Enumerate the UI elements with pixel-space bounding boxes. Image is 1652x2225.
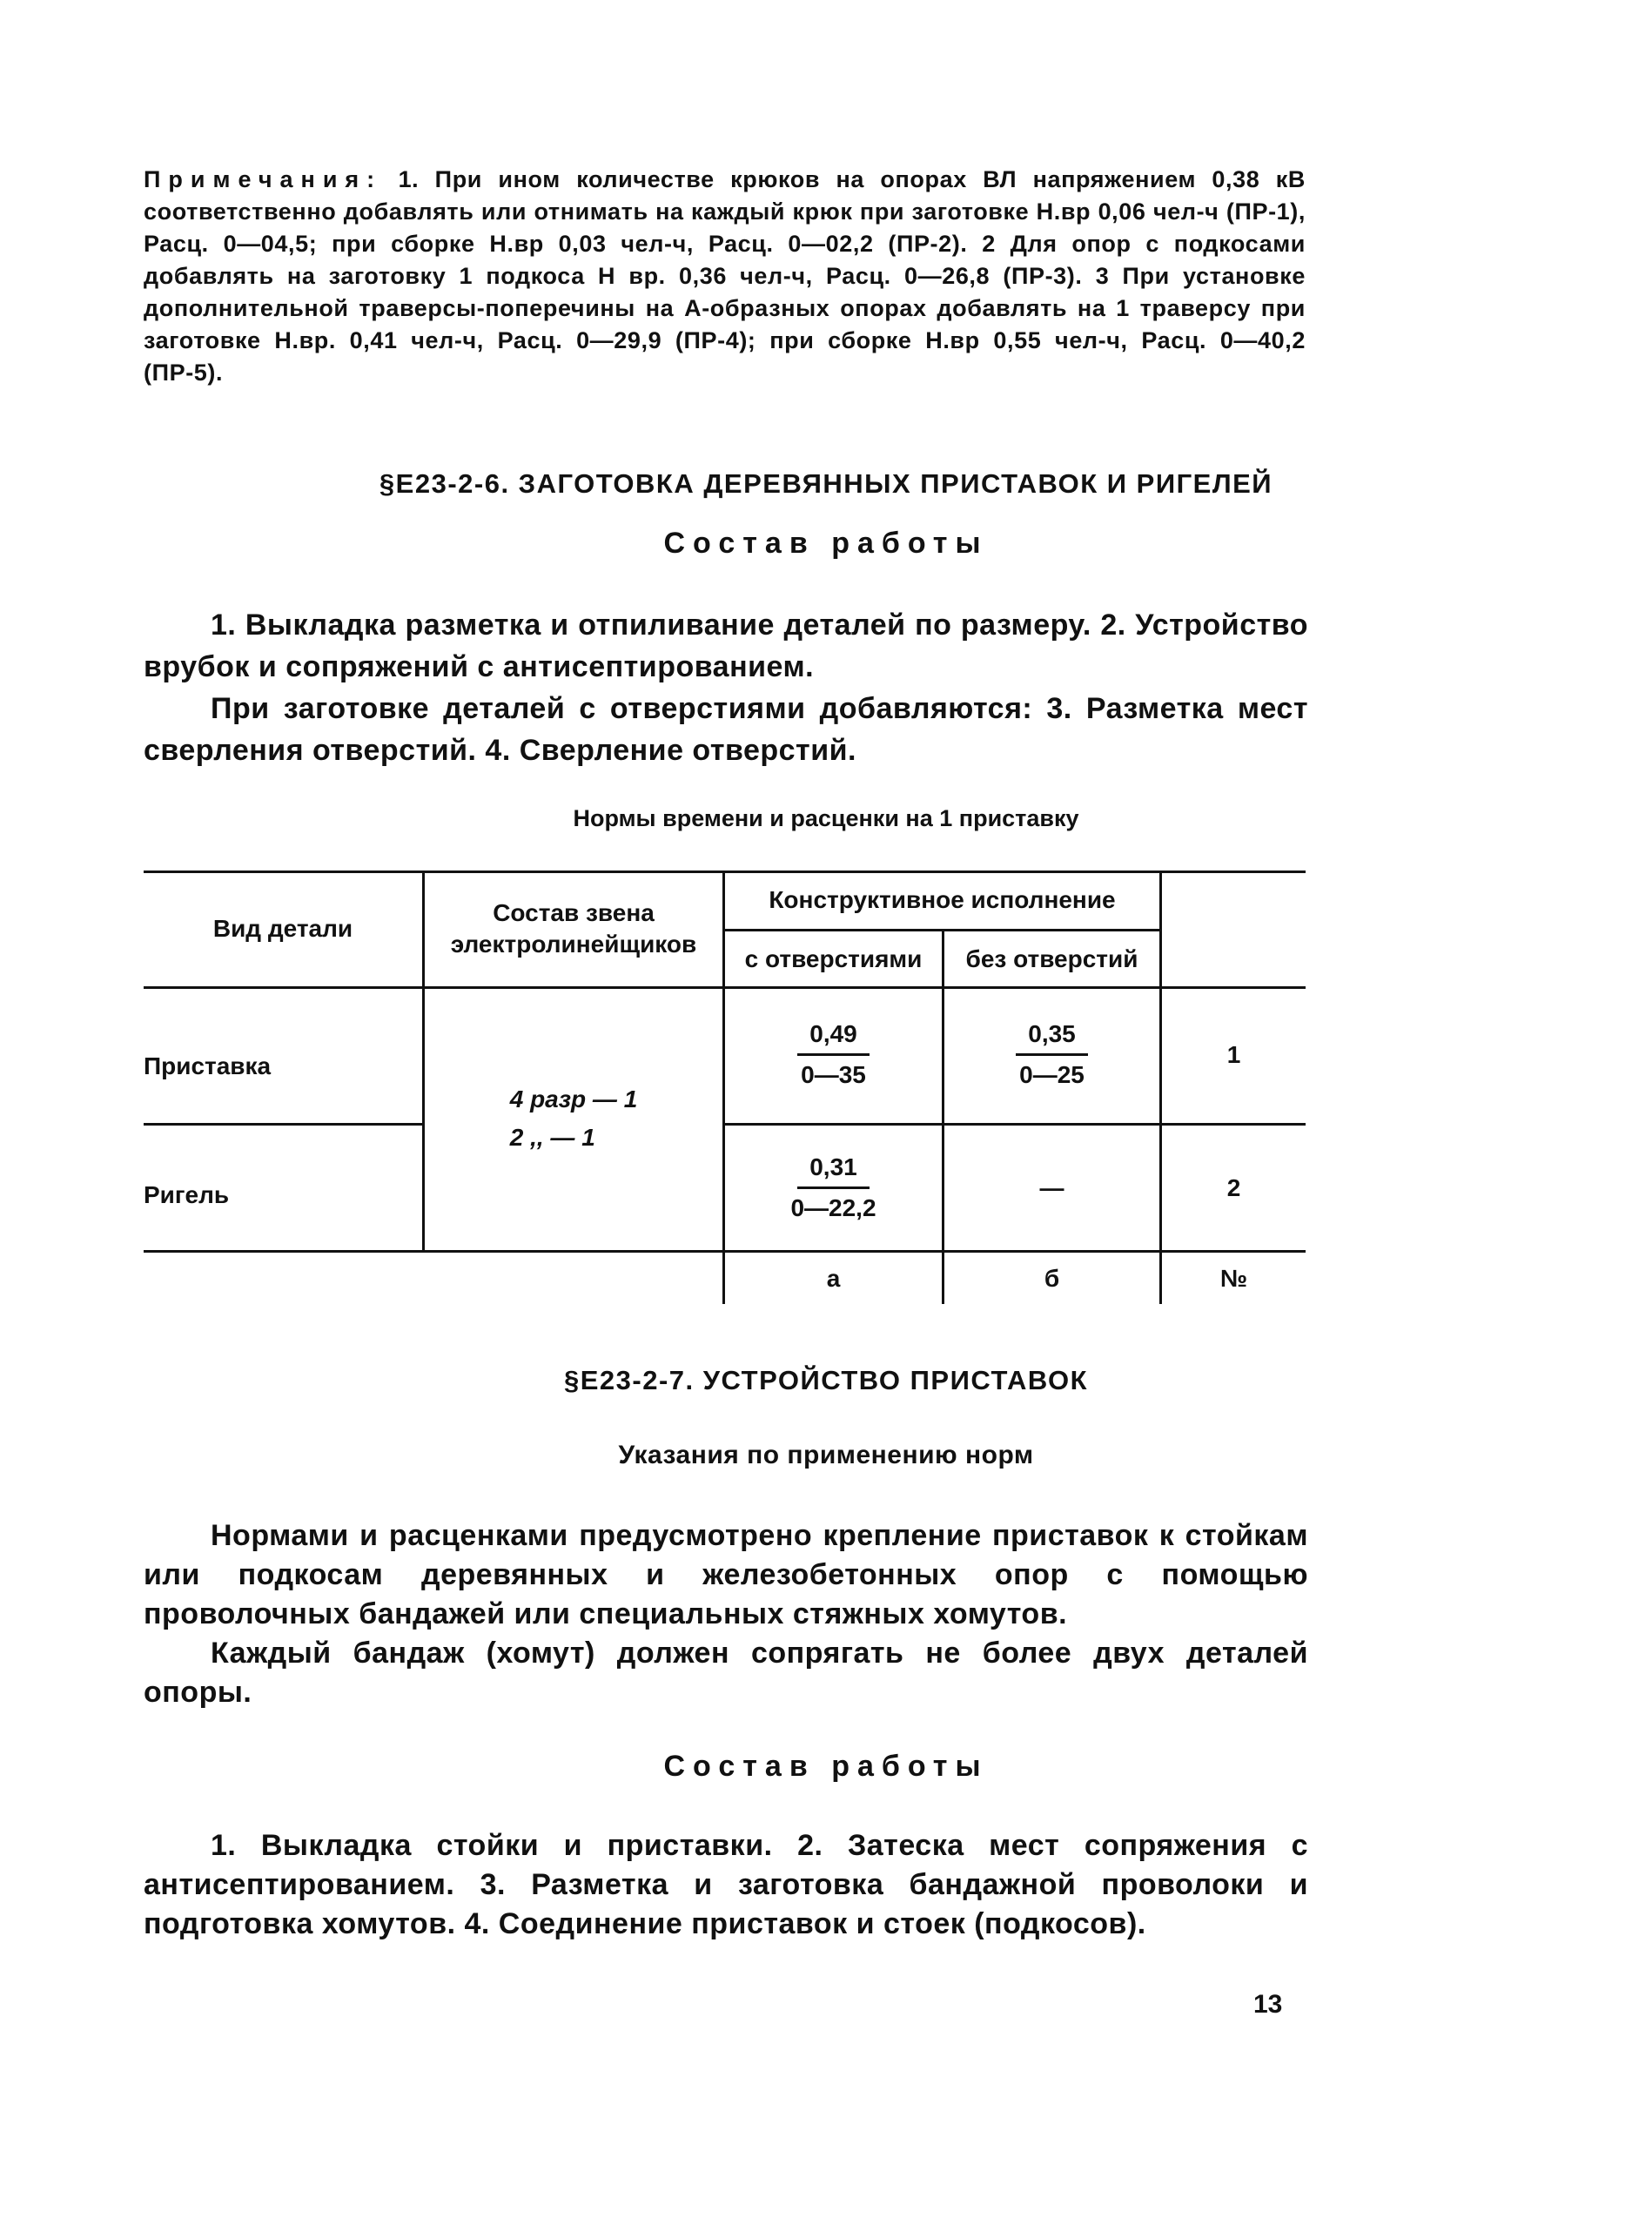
header-crew: Состав звена электролинейщиков <box>450 898 697 958</box>
rate-price: 0—22,2 <box>790 1194 876 1221</box>
notes-rate-2: Расц. 0—02,2 <box>708 231 874 257</box>
notes-paragraph <box>144 164 1306 389</box>
crew-line-1: 4 разр — 1 <box>509 1085 638 1112</box>
notes-rate-3: Расц. 0—26,8 <box>825 263 991 289</box>
footer-a: а <box>826 1264 841 1292</box>
section2-title: §Е23-2-7. УСТРОЙСТВО ПРИСТАВОК <box>563 1365 1089 1395</box>
notes-text-4: (ПР-3). 3 При установке дополнительной траверсы-поперечины на А-образных опорах добавлять на 1 траверсу при заготовке Н.вр. 0,41 чел-ч, <box>144 263 1306 353</box>
section1-body <box>144 604 1308 771</box>
notes-rate-5: Расц. 0—40,2 <box>1141 327 1306 353</box>
row-number-1: 1 <box>1226 1040 1241 1068</box>
section1-paragraph-1: 1. Выкладка разметка и отпиливание деталей по размеру. 2. Устройство врубок и сопряжений с антисептированием. <box>144 608 1308 683</box>
section1-paragraph-2: При заготовке деталей с отверстиями добавляются: 3. Разметка мест сверления отверстий. 4. Сверление отверстий. <box>144 692 1308 767</box>
rate-price: 0—25 <box>1019 1061 1085 1088</box>
cell-crew <box>425 986 722 1250</box>
header-part: Вид детали <box>212 914 353 942</box>
cell-rigel-b: — <box>1039 1173 1064 1201</box>
crew-line-2: 2 ,, — 1 <box>509 1123 595 1151</box>
header-with-holes: с отверстиями <box>744 944 923 972</box>
section2-subheading: Указания по применению норм <box>618 1441 1034 1469</box>
notes-text-6: (ПР-5). <box>144 360 224 386</box>
notes-rate-1: Расц. 0—04,5; <box>144 231 318 257</box>
notes-text-1: 1. При ином количестве крюков на опорах ВЛ напряжением 0,38 кВ соответственно добавлять или отнимать на каждый крюк при заготовке Н.вр 0,06 чел-ч (ПР-1), <box>144 166 1306 225</box>
section1-title: §Е23-2-6. ЗАГОТОВКА ДЕРЕВЯННЫХ ПРИСТАВОК И РИГЕЛЕЙ <box>379 468 1273 499</box>
section2-paragraph-3: 1. Выкладка стойки и приставки. 2. Затеска мест сопряжения с антисептированием. 3. Разметка и заготовка бандажной проволоки и подготовка хомутов. 4. Соединение приставок и стоек (подкосов). <box>144 1829 1308 1940</box>
section2-paragraph-2: Каждый бандаж (хомут) должен сопрягать не более двух деталей опоры. <box>144 1637 1308 1709</box>
row-name-pristavka: Приставка <box>144 1052 272 1079</box>
section2-work-body <box>144 1826 1308 1944</box>
section2-work-heading: Состав работы <box>663 1750 989 1783</box>
notes-text-2: при сборке Н.вр 0,03 чел-ч, <box>317 231 708 257</box>
rate-norm: 0,35 <box>1016 1018 1088 1056</box>
rate-norm: 0,31 <box>797 1152 870 1189</box>
table-caption: Нормы времени и расценки на 1 приставку <box>573 805 1079 831</box>
row-name-rigel: Ригель <box>144 1181 230 1208</box>
section1-work-heading: Состав работы <box>663 527 989 560</box>
footer-b: б <box>1044 1264 1060 1292</box>
page-number: 13 <box>1253 1990 1283 2019</box>
notes-label: Примечания: <box>144 166 383 192</box>
notes-text-3: (ПР-2). 2 Для опор с подкосами добавлять на заготовку 1 подкоса Н вр. 0,36 чел-ч, <box>144 231 1306 289</box>
cell-pristavka-b <box>944 986 1159 1123</box>
cell-pristavka-a <box>725 986 942 1123</box>
header-without-holes: без отверстий <box>965 944 1138 972</box>
notes-text-5: (ПР-4); при сборке Н.вр 0,55 чел-ч, <box>661 327 1142 353</box>
rate-price: 0—35 <box>801 1061 866 1088</box>
row-number-2: 2 <box>1226 1173 1241 1201</box>
header-design: Конструктивное исполнение <box>769 885 1116 913</box>
footer-no: № <box>1219 1264 1248 1292</box>
section2-body <box>144 1516 1308 1712</box>
notes-rate-4: Расц. 0—29,9 <box>497 327 662 353</box>
rate-norm: 0,49 <box>797 1018 870 1056</box>
cell-rigel-a <box>725 1126 942 1250</box>
section2-paragraph-1: Нормами и расценками предусмотрено крепление приставок к стойкам или подкосам деревянных и железобетонных опор с помощью проволочных бандажей или специальных стяжных хомутов. <box>144 1519 1308 1630</box>
